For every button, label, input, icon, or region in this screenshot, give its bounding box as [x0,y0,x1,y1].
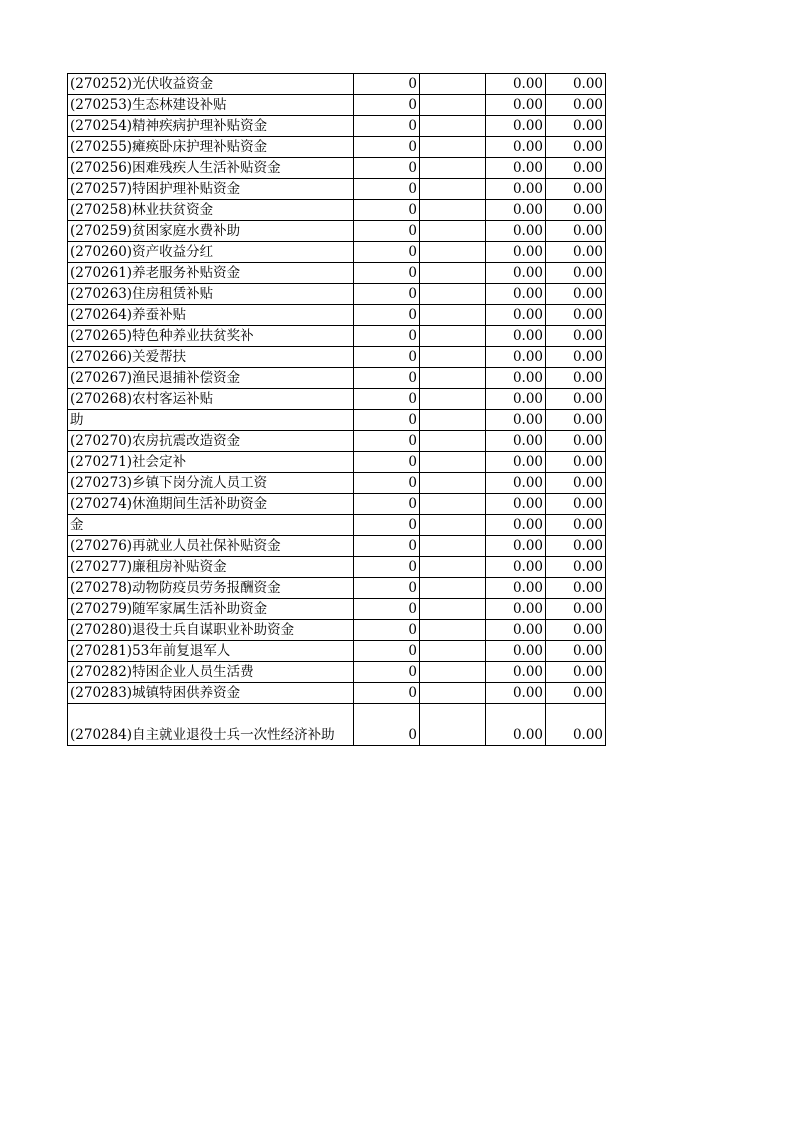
value-cell-2 [420,578,486,599]
value-cell-1: 0 [354,515,420,536]
value-cell-2 [420,431,486,452]
item-name-text: (270255)瘫痪卧床护理补贴资金 [70,139,268,155]
item-name-cell [68,305,354,326]
item-name-cell [68,158,354,179]
value-cell-2 [420,704,486,746]
value-cell-2 [420,683,486,704]
value-cell-2 [420,326,486,347]
table-row [68,557,606,578]
item-name-cell [68,515,354,536]
table-body [68,74,606,746]
item-name-cell [68,704,354,746]
value-cell-4: 0.00 [546,284,606,305]
value-cell-3: 0.00 [486,683,546,704]
value-cell-2 [420,137,486,158]
item-name-text: (270280)退役士兵自谋职业补助资金 [70,622,295,638]
value-cell-4: 0.00 [546,557,606,578]
value-cell-1: 0 [354,95,420,116]
table-row [68,263,606,284]
item-name-cell [68,326,354,347]
value-cell-4: 0.00 [546,95,606,116]
value-cell-2 [420,368,486,389]
value-cell-2 [420,536,486,557]
value-cell-3: 0.00 [486,536,546,557]
value-cell-4: 0.00 [546,599,606,620]
value-cell-1: 0 [354,662,420,683]
value-cell-3: 0.00 [486,641,546,662]
item-name-cell [68,242,354,263]
value-cell-2 [420,242,486,263]
value-cell-1: 0 [354,347,420,368]
value-cell-2 [420,179,486,200]
value-cell-2 [420,452,486,473]
value-cell-3: 0.00 [486,578,546,599]
item-name-text: (270260)资产收益分红 [70,244,214,260]
item-name-cell [68,431,354,452]
table-row [68,116,606,137]
item-name-text: (270270)农房抗震改造资金 [70,433,241,449]
value-cell-2 [420,116,486,137]
item-name-text: (270268)农村客运补贴 [70,391,214,407]
value-cell-4: 0.00 [546,305,606,326]
value-cell-4: 0.00 [546,662,606,683]
value-cell-3: 0.00 [486,662,546,683]
value-cell-3: 0.00 [486,704,546,746]
table-row [68,389,606,410]
item-name-text: (270265)特色种养业扶贫奖补 [70,328,254,344]
value-cell-1: 0 [354,116,420,137]
value-cell-2 [420,347,486,368]
item-name-text: (270274)休渔期间生活补助资金 [70,496,268,512]
value-cell-1: 0 [354,578,420,599]
value-cell-4: 0.00 [546,389,606,410]
value-cell-3: 0.00 [486,410,546,431]
table-row [68,431,606,452]
subsidy-table [67,73,606,746]
item-name-text: (270256)困难残疾人生活补贴资金 [70,160,281,176]
value-cell-4: 0.00 [546,515,606,536]
item-name-cell [68,683,354,704]
value-cell-2 [420,95,486,116]
value-cell-1: 0 [354,494,420,515]
value-cell-4: 0.00 [546,116,606,137]
value-cell-4: 0.00 [546,158,606,179]
value-cell-2 [420,200,486,221]
item-name-text: (270284)自主就业退役士兵一次性经济补助 [70,727,335,743]
value-cell-1: 0 [354,641,420,662]
value-cell-4: 0.00 [546,242,606,263]
value-cell-3: 0.00 [486,515,546,536]
value-cell-3: 0.00 [486,116,546,137]
value-cell-1: 0 [354,410,420,431]
item-name-text: (270257)特困护理补贴资金 [70,181,241,197]
item-name-cell [68,221,354,242]
value-cell-1: 0 [354,620,420,641]
item-name-text: 金 [70,517,84,533]
value-cell-3: 0.00 [486,284,546,305]
item-name-cell [68,347,354,368]
value-cell-4: 0.00 [546,263,606,284]
value-cell-2 [420,284,486,305]
value-cell-2 [420,662,486,683]
item-name-text: (270273)乡镇下岗分流人员工资 [70,475,268,491]
value-cell-4: 0.00 [546,347,606,368]
item-name-cell [68,137,354,158]
item-name-cell [68,620,354,641]
item-name-cell [68,410,354,431]
item-name-text: (270283)城镇特困供养资金 [70,685,241,701]
item-name-text: (270281)53年前复退军人 [70,643,231,659]
item-name-text: (270267)渔民退捕补偿资金 [70,370,241,386]
table-row [68,473,606,494]
value-cell-4: 0.00 [546,578,606,599]
value-cell-4: 0.00 [546,74,606,95]
item-name-text: (270264)养蚕补贴 [70,307,187,323]
value-cell-3: 0.00 [486,389,546,410]
value-cell-4: 0.00 [546,704,606,746]
table-row [68,326,606,347]
value-cell-4: 0.00 [546,326,606,347]
value-cell-2 [420,515,486,536]
table-row [68,284,606,305]
value-cell-2 [420,599,486,620]
value-cell-1: 0 [354,536,420,557]
item-name-text: (270254)精神疾病护理补贴资金 [70,118,268,134]
value-cell-1: 0 [354,200,420,221]
value-cell-1: 0 [354,683,420,704]
table-row [68,158,606,179]
value-cell-3: 0.00 [486,347,546,368]
table-row [68,74,606,95]
value-cell-1: 0 [354,368,420,389]
value-cell-3: 0.00 [486,368,546,389]
value-cell-4: 0.00 [546,431,606,452]
item-name-cell [68,368,354,389]
value-cell-1: 0 [354,74,420,95]
value-cell-1: 0 [354,326,420,347]
item-name-cell [68,578,354,599]
value-cell-3: 0.00 [486,74,546,95]
table-row [68,221,606,242]
table-row [68,137,606,158]
item-name-cell [68,452,354,473]
table-row [68,704,606,746]
item-name-cell [68,389,354,410]
item-name-cell [68,95,354,116]
value-cell-3: 0.00 [486,221,546,242]
table-row [68,95,606,116]
item-name-cell [68,536,354,557]
table-row [68,305,606,326]
value-cell-2 [420,641,486,662]
item-name-text: (270261)养老服务补贴资金 [70,265,241,281]
value-cell-4: 0.00 [546,683,606,704]
value-cell-2 [420,305,486,326]
value-cell-4: 0.00 [546,221,606,242]
value-cell-4: 0.00 [546,368,606,389]
item-name-cell [68,599,354,620]
table-row [68,536,606,557]
value-cell-3: 0.00 [486,326,546,347]
value-cell-4: 0.00 [546,641,606,662]
value-cell-2 [420,557,486,578]
item-name-text: (270276)再就业人员社保补贴资金 [70,538,281,554]
value-cell-3: 0.00 [486,557,546,578]
table-row [68,599,606,620]
item-name-cell [68,662,354,683]
value-cell-4: 0.00 [546,137,606,158]
table-row [68,242,606,263]
item-name-cell [68,179,354,200]
item-name-text: (270258)林业扶贫资金 [70,202,214,218]
item-name-text: 助 [70,412,84,428]
value-cell-2 [420,263,486,284]
value-cell-1: 0 [354,221,420,242]
item-name-text: (270277)廉租房补贴资金 [70,559,227,575]
table-row [68,683,606,704]
value-cell-2 [420,158,486,179]
table-row [68,410,606,431]
value-cell-4: 0.00 [546,410,606,431]
value-cell-3: 0.00 [486,263,546,284]
value-cell-3: 0.00 [486,95,546,116]
value-cell-3: 0.00 [486,305,546,326]
value-cell-4: 0.00 [546,620,606,641]
value-cell-1: 0 [354,557,420,578]
item-name-text: (270253)生态林建设补贴 [70,97,227,113]
value-cell-2 [420,494,486,515]
value-cell-1: 0 [354,263,420,284]
value-cell-2 [420,389,486,410]
table-row [68,179,606,200]
value-cell-2 [420,620,486,641]
table-row [68,200,606,221]
item-name-cell [68,263,354,284]
item-name-text: (270282)特困企业人员生活费 [70,664,254,680]
item-name-text: (270259)贫困家庭水费补助 [70,223,241,239]
item-name-text: (270279)随军家属生活补助资金 [70,601,268,617]
value-cell-3: 0.00 [486,179,546,200]
table-row [68,578,606,599]
value-cell-3: 0.00 [486,599,546,620]
value-cell-3: 0.00 [486,242,546,263]
value-cell-3: 0.00 [486,473,546,494]
value-cell-1: 0 [354,284,420,305]
value-cell-1: 0 [354,704,420,746]
value-cell-1: 0 [354,599,420,620]
value-cell-2 [420,410,486,431]
value-cell-4: 0.00 [546,179,606,200]
item-name-cell [68,641,354,662]
item-name-cell [68,200,354,221]
value-cell-3: 0.00 [486,494,546,515]
table-row [68,452,606,473]
item-name-text: (270266)关爱帮扶 [70,349,187,365]
value-cell-3: 0.00 [486,452,546,473]
value-cell-1: 0 [354,242,420,263]
value-cell-4: 0.00 [546,452,606,473]
item-name-text: (270278)动物防疫员劳务报酬资金 [70,580,281,596]
value-cell-2 [420,473,486,494]
item-name-cell [68,473,354,494]
item-name-cell [68,284,354,305]
table-row [68,368,606,389]
value-cell-4: 0.00 [546,494,606,515]
value-cell-3: 0.00 [486,158,546,179]
value-cell-4: 0.00 [546,473,606,494]
item-name-cell [68,557,354,578]
item-name-text: (270252)光伏收益资金 [70,76,214,92]
value-cell-4: 0.00 [546,200,606,221]
item-name-cell [68,74,354,95]
item-name-cell [68,494,354,515]
table-row [68,515,606,536]
item-name-text: (270263)住房租赁补贴 [70,286,214,302]
table-row [68,662,606,683]
table-row [68,620,606,641]
value-cell-1: 0 [354,389,420,410]
item-name-text: (270271)社会定补 [70,454,187,470]
value-cell-3: 0.00 [486,200,546,221]
value-cell-1: 0 [354,179,420,200]
value-cell-1: 0 [354,158,420,179]
value-cell-2 [420,74,486,95]
table-row [68,641,606,662]
table-row [68,347,606,368]
table-row [68,494,606,515]
item-name-cell [68,116,354,137]
value-cell-3: 0.00 [486,137,546,158]
value-cell-4: 0.00 [546,536,606,557]
value-cell-1: 0 [354,431,420,452]
value-cell-1: 0 [354,137,420,158]
value-cell-3: 0.00 [486,431,546,452]
value-cell-1: 0 [354,305,420,326]
value-cell-1: 0 [354,473,420,494]
value-cell-3: 0.00 [486,620,546,641]
value-cell-2 [420,221,486,242]
value-cell-1: 0 [354,452,420,473]
